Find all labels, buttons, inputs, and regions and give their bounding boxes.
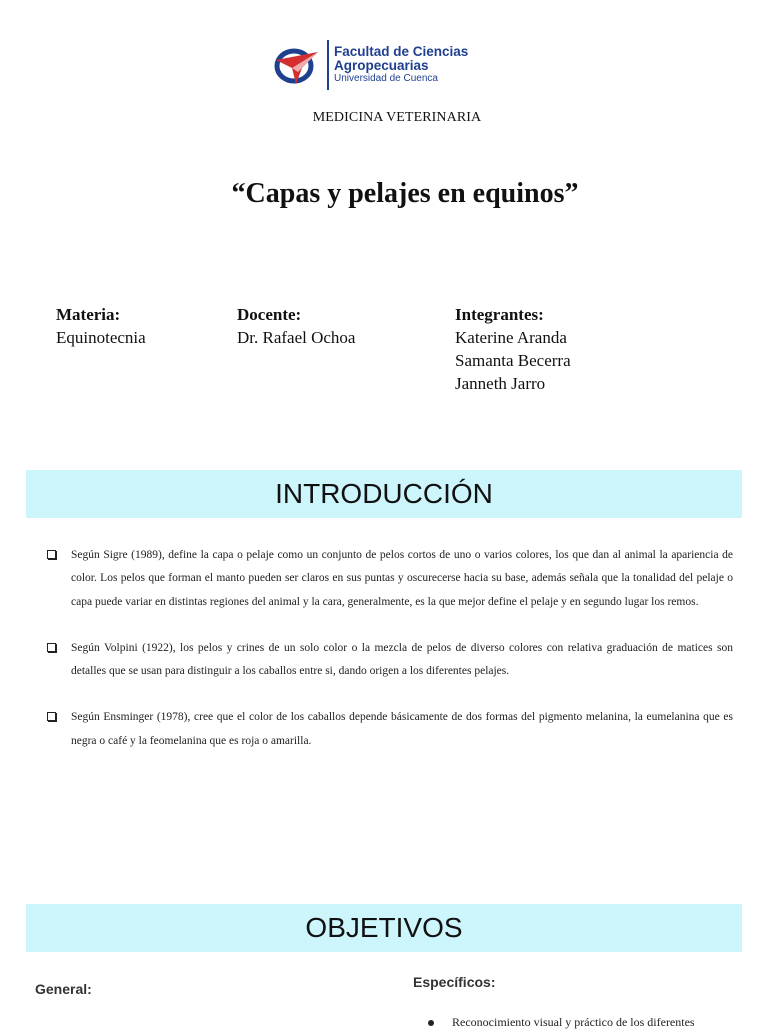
docente-value: Dr. Rafael Ochoa — [237, 328, 356, 347]
integrante-name: Janneth Jarro — [455, 374, 546, 393]
faculty-logo — [272, 40, 487, 92]
logo-divider — [327, 40, 329, 90]
program-name: MEDICINA VETERINARIA — [312, 110, 482, 125]
materia-label: Materia: — [56, 305, 121, 324]
document-title: “Capas y pelajes en equinos” — [231, 178, 579, 209]
docente-label: Docente: — [237, 305, 302, 324]
list-item — [47, 544, 733, 614]
logo-text-line2: Agropecuarias — [334, 58, 429, 73]
introduccion-heading: INTRODUCCIÓN — [26, 470, 742, 518]
integrantes-block — [455, 303, 571, 395]
logo-text-line3: Universidad de Cuenca — [334, 73, 438, 84]
list-item — [47, 706, 733, 753]
round-bullet-icon — [428, 1020, 434, 1026]
integrantes-label: Integrantes: — [455, 305, 544, 324]
introduccion-list — [47, 544, 733, 753]
materia-block — [56, 303, 146, 349]
logo-text-line1: Facultad de Ciencias — [334, 44, 469, 59]
materia-value: Equinotecnia — [56, 328, 146, 347]
especifico-item — [428, 1014, 734, 1030]
list-item — [47, 637, 733, 684]
especifico-item-text: Reconocimiento visual y práctico de los diferentes — [452, 1015, 695, 1029]
integrante-name: Samanta Becerra — [455, 351, 571, 370]
especificos-label: Específicos: — [413, 974, 496, 990]
checkbox-bullet-icon — [47, 643, 56, 652]
checkbox-bullet-icon — [47, 550, 56, 559]
list-item-text: Según Volpini (1922), los pelos y crines de un solo color o la mezcla de pelos de diverso colores con relativa graduación de matices son detalles que se usan para distinguir a los caballos entre si, dando origen a los diferentes pelajes. — [71, 641, 733, 678]
integrante-name: Katerine Aranda — [455, 328, 567, 347]
list-item-text: Según Ensminger (1978), cree que el color de los caballos depende básicamente de dos formas del pigmento melanina, la eumelanina que es negra o café y la feomelanina que es roja o amarilla. — [71, 711, 733, 747]
docente-block — [237, 303, 355, 349]
general-label: General: — [35, 981, 92, 997]
objetivos-heading: OBJETIVOS — [26, 904, 742, 952]
university-logo-icon — [272, 42, 322, 88]
list-item-text: Según Sigre (1989), define la capa o pelaje como un conjunto de pelos cortos de uno o varios colores, los que dan al animal la apariencia de color. Los pelos que forman el manto pueden ser claros en sus puntas y oscurecerse hacia su base, además señala que la tonalidad del pelaje o capa puede variar en distintas regiones del animal y la cara, generalmente, es la que mejor define el pelaje y en segundo lugar los remos. — [71, 549, 733, 608]
checkbox-bullet-icon — [47, 712, 56, 721]
